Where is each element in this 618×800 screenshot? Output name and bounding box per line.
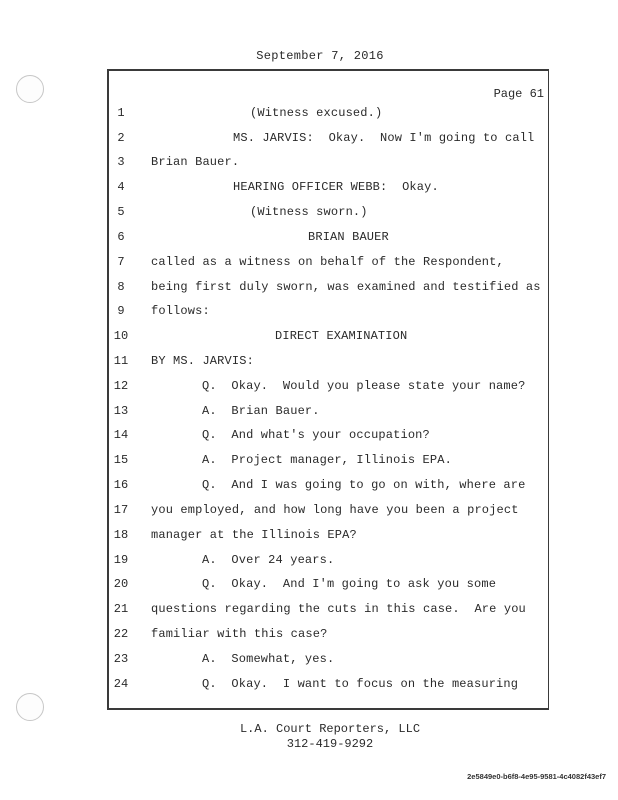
line-text: being first duly sworn, was examined and testified as — [151, 280, 541, 294]
line-number: 5 — [117, 205, 125, 219]
line-number: 21 — [113, 602, 129, 616]
punch-hole-top — [16, 75, 44, 103]
line-number: 1 — [117, 106, 125, 120]
line-text: HEARING OFFICER WEBB: Okay. — [233, 180, 439, 194]
line-number: 15 — [113, 453, 129, 467]
line-number: 16 — [113, 478, 129, 492]
line-number: 9 — [117, 304, 125, 318]
line-number: 19 — [113, 553, 129, 567]
line-text: follows: — [151, 304, 210, 318]
line-number: 17 — [113, 503, 129, 517]
line-number: 2 — [117, 131, 125, 145]
line-text: manager at the Illinois EPA? — [151, 528, 357, 542]
line-text: (Witness excused.) — [250, 106, 383, 120]
line-number: 7 — [117, 255, 125, 269]
line-text: Q. Okay. And I'm going to ask you some — [202, 577, 497, 591]
line-text: Q. And I was going to go on with, where are — [202, 478, 526, 492]
line-text: A. Brian Bauer. — [202, 404, 320, 418]
line-text: A. Project manager, Illinois EPA. — [202, 453, 452, 467]
line-text: you employed, and how long have you been a project — [151, 503, 519, 517]
page-number: Page 61 — [493, 87, 544, 101]
line-text: called as a witness on behalf of the Respondent, — [151, 255, 504, 269]
header-date: September 7, 2016 — [256, 49, 384, 63]
line-number: 18 — [113, 528, 129, 542]
line-number: 6 — [117, 230, 125, 244]
line-text: Brian Bauer. — [151, 155, 240, 169]
line-number: 10 — [113, 329, 129, 343]
line-number: 13 — [113, 404, 129, 418]
line-text: A. Over 24 years. — [202, 553, 335, 567]
line-text: (Witness sworn.) — [250, 205, 368, 219]
document-id: 2e5849e0-b6f8-4e95-9581-4c4082f43ef7 — [467, 772, 606, 781]
line-number: 14 — [113, 428, 129, 442]
footer-company: L.A. Court Reporters, LLC — [239, 722, 421, 736]
line-number: 12 — [113, 379, 129, 393]
line-text: familiar with this case? — [151, 627, 328, 641]
line-text: BY MS. JARVIS: — [151, 354, 254, 368]
line-number: 20 — [113, 577, 129, 591]
line-text: questions regarding the cuts in this case. Are you — [151, 602, 526, 616]
line-text: A. Somewhat, yes. — [202, 652, 335, 666]
line-number: 8 — [117, 280, 125, 294]
line-text: Q. Okay. Would you please state your name? — [202, 379, 526, 393]
line-text: BRIAN BAUER — [308, 230, 389, 244]
line-text: DIRECT EXAMINATION — [275, 329, 408, 343]
line-text: Q. And what's your occupation? — [202, 428, 430, 442]
line-number: 4 — [117, 180, 125, 194]
line-number: 11 — [113, 354, 129, 368]
line-text: MS. JARVIS: Okay. Now I'm going to call — [233, 131, 535, 145]
line-text: Q. Okay. I want to focus on the measuring — [202, 677, 519, 691]
line-number: 24 — [113, 677, 129, 691]
punch-hole-bottom — [16, 693, 44, 721]
line-number: 3 — [117, 155, 125, 169]
footer-phone: 312-419-9292 — [286, 737, 374, 751]
line-number: 22 — [113, 627, 129, 641]
line-number: 23 — [113, 652, 129, 666]
